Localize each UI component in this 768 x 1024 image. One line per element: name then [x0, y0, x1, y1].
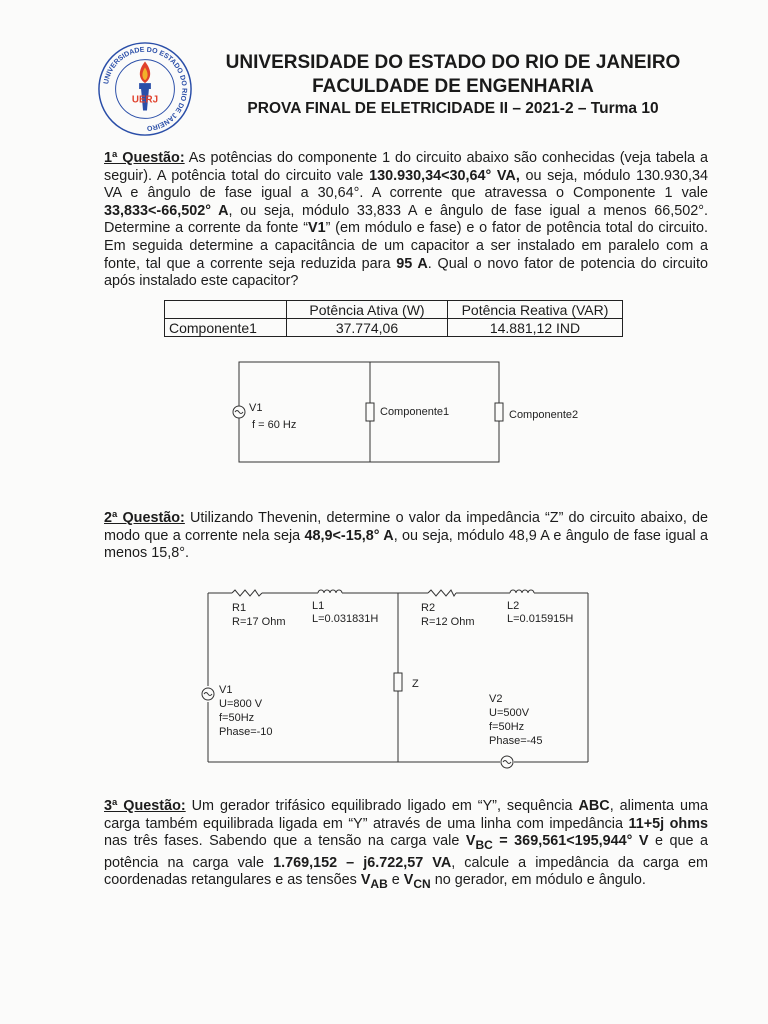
inductor-l1-icon [318, 590, 342, 593]
v2-name: V2 [489, 693, 503, 705]
component2-label: Componente2 [509, 409, 579, 421]
reactive-power-value: 14.881,12 IND [448, 319, 623, 337]
l1-value: L=0.031831H [312, 613, 379, 625]
question-2: 2ª Questão: Utilizando Thevenin, determine o valor da impedância “Z” do circuito abaixo, de modo que a corrente nela seja 48,9<-15,8° A, ou seja, módulo 48,9 A e ângulo de fase igual a menos 15,8°. [104, 510, 709, 562]
impedance-z-label: Z [412, 678, 419, 690]
r2-value: R=12 Ohm [421, 616, 475, 628]
exam-title: PROVA FINAL DE ELETRICIDADE II – 2021-2 – Turma 10 [247, 100, 659, 117]
resistor-r1-icon [232, 590, 262, 596]
l1-name: L1 [312, 600, 325, 612]
active-power-value: 37.774,06 [287, 319, 448, 337]
inductor-l2-icon [510, 590, 534, 593]
svg-text:UERJ: UERJ [131, 94, 159, 106]
impedance-z-icon [394, 673, 402, 691]
source-v1-label: V1 [249, 402, 263, 414]
component1-label: Componente1 [380, 406, 450, 418]
header-active-power: Potência Ativa (W) [287, 301, 448, 319]
v2-voltage: U=500V [489, 707, 530, 719]
svg-text:UNIVERSIDADE DO ESTADO DO RIO: UNIVERSIDADE DO ESTADO DO RIO DE JANEIRO [103, 46, 188, 132]
ac-source-v1-icon [202, 688, 214, 700]
question-1-label: 1ª Questão: [104, 150, 185, 166]
v2-phase: Phase=-45 [489, 735, 543, 747]
r2-name: R2 [421, 602, 436, 614]
v1-phase: Phase=-10 [219, 726, 273, 738]
l2-value: L=0.015915H [507, 613, 574, 625]
r1-name: R1 [232, 602, 247, 614]
faculty-name: FACULDADE DE ENGENHARIA [312, 76, 594, 97]
resistor-r2-icon [428, 590, 456, 596]
header-reactive-power: Potência Reativa (VAR) [448, 301, 623, 319]
question-3: 3ª Questão: Um gerador trifásico equilibrado ligado em “Y”, sequência ABC, alimenta uma carga também equilibrada ligada em “Y” através de uma linha com impedância 11+5j ohms nas três fases. Sabendo que a tensão na carga vale $V_{BC} = 369,561<195,944^\circ$ V e que a potência na carga vale 1.769,152 – j6.722,57 VA, calcule a impedância da carga em coordenadas retangulares e as tensões $V_{AB}$ e $V_{CN}$ no gerador, em módulo e ângulo. [104, 798, 708, 892]
v2-frequency: f=50Hz [489, 721, 525, 733]
l2-name: L2 [507, 600, 520, 612]
row-label: Componente1 [165, 319, 287, 337]
ac-source-v2-icon [501, 756, 513, 768]
source-v1-frequency: f = 60 Hz [252, 419, 297, 431]
university-name: UNIVERSIDADE DO ESTADO DO RIO DE JANEIRO [225, 52, 681, 73]
v1-frequency: f=50Hz [219, 712, 255, 724]
question-1: 1ª Questão: As potências do componente 1 do circuito abaixo são conhecidas (veja tabela a seguir). A potência total do circuito vale 130.930,34<30,64° VA, ou seja, módulo 130.930,34 VA e ângulo de fase igual a 30,64°. A corrente que atravessa o Componente 1 vale 33,833<-66,502° A, ou seja, módulo 33,833 A e ângulo de fase igual a menos 66,502°. Determine a corrente da fonte “V1” (em módulo e fase) e o fator de potência total do circuito. Em seguida determine a capacitância de um capacitor a ser instalado em paralelo com a fonte, tal que a corrente seja reduzida para 95 A. Qual o novo fator de potencia do circuito após instalado este capacitor? [104, 150, 709, 290]
v1-name: V1 [219, 684, 233, 696]
question-2-label: 2ª Questão: [104, 510, 185, 526]
v1-voltage: U=800 V [219, 698, 263, 710]
r1-value: R=17 Ohm [232, 616, 286, 628]
question-3-label: 3ª Questão: [104, 798, 186, 814]
